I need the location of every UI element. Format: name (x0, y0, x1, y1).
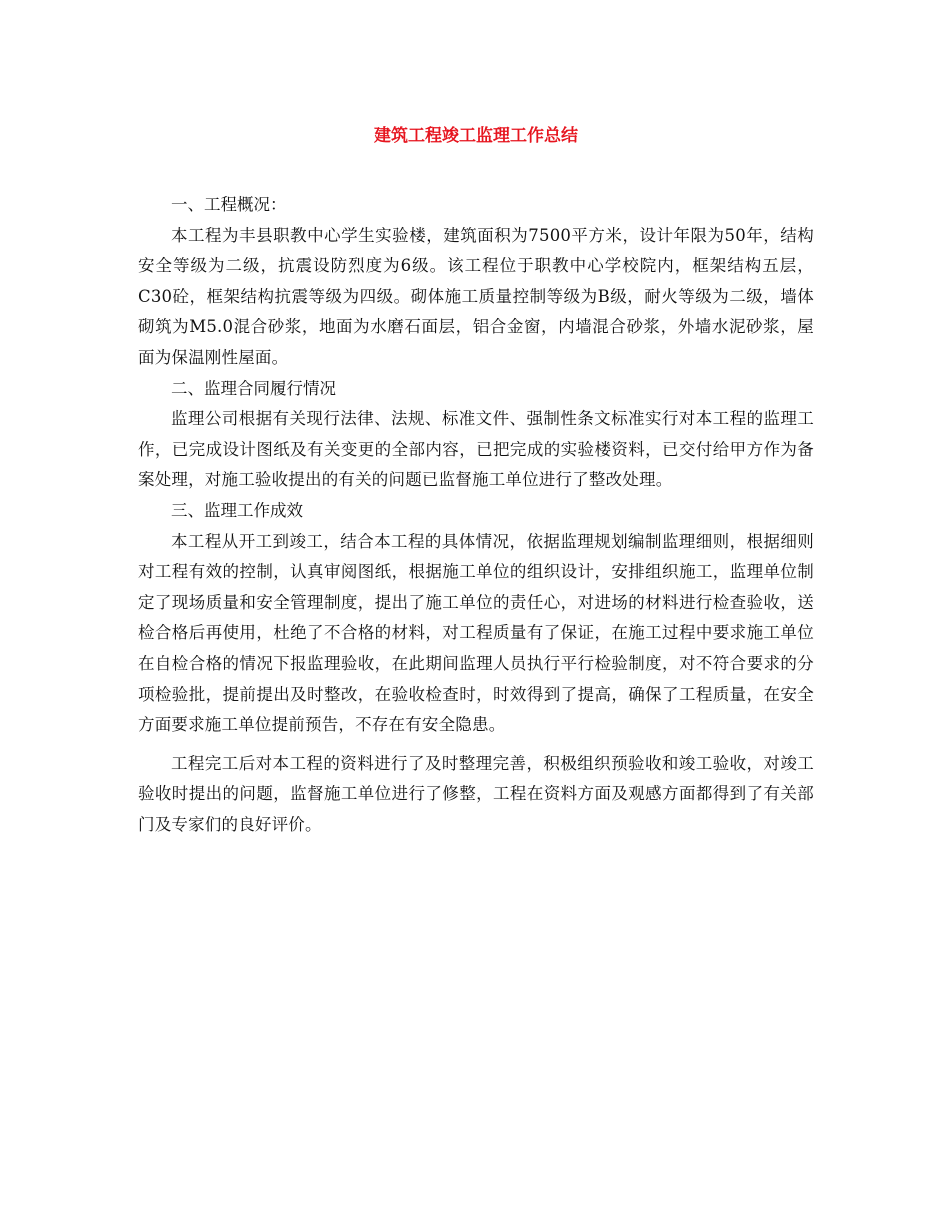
section-paragraph: 监理公司根据有关现行法律、法规、标准文件、强制性条文标准实行对本工程的监理工作，已完成设计图纸及有关变更的全部内容，已把完成的实验楼资料，已交付给甲方作为备案处理，对施工验收提出的有关的问题已监督施工单位进行了整改处理。 (138, 409, 814, 490)
section-overview (138, 190, 814, 374)
section-paragraph: 本工程从开工到竣工，结合本工程的具体情况，依据监理规划编制监理细则，根据细则对工程有效的控制，认真审阅图纸，根据施工单位的组织设计，安排组织施工，监理单位制定了现场质量和安全管理制度，提出了施工单位的责任心，对进场的材料进行检查验收，送检合格后再使用，杜绝了不合格的材料，对工程质量有了保证，在施工过程中要求施工单位在自检合格的情况下报监理验收，在此期间监理人员执行平行检验制度，对不符合要求的分项检验批，提前提出及时整改，在验收检查时，时效得到了提高，确保了工程质量，在安全方面要求施工单位提前预告，不存在有安全隐患。 (138, 531, 814, 735)
paragraph-gap (138, 741, 814, 749)
document-title: 建筑工程竣工监理工作总结 (374, 126, 578, 146)
section-heading: 一、工程概况： (171, 195, 287, 214)
section-heading: 二、监理合同履行情况 (171, 378, 336, 398)
section-heading: 三、监理工作成效 (171, 500, 303, 520)
section-supervision-results (138, 496, 814, 841)
section-paragraph: 本工程为丰县职教中心学生实验楼，建筑面积为7500平方米，设计年限为50年，结构安全等级为二级，抗震设防烈度为6级。该工程位于职教中心学校院内，框架结构五层，C30砼，框架结构抗震等级为四级。砌体施工质量控制等级为B级，耐火等级为二级，墙体砌筑为M5.0混合砂浆，地面为水磨石面层，铝合金窗，内墙混合砂浆，外墙水泥砂浆，屋面为保温刚性屋面。 (138, 225, 814, 367)
section-contract-performance (138, 374, 814, 496)
document-page (138, 122, 814, 840)
section-paragraph: 工程完工后对本工程的资料进行了及时整理完善，积极组织预验收和竣工验收，对竣工验收时提出的问题，监督施工单位进行了修整，工程在资料方面及观感方面都得到了有关部门及专家们的良好评价。 (138, 753, 814, 834)
